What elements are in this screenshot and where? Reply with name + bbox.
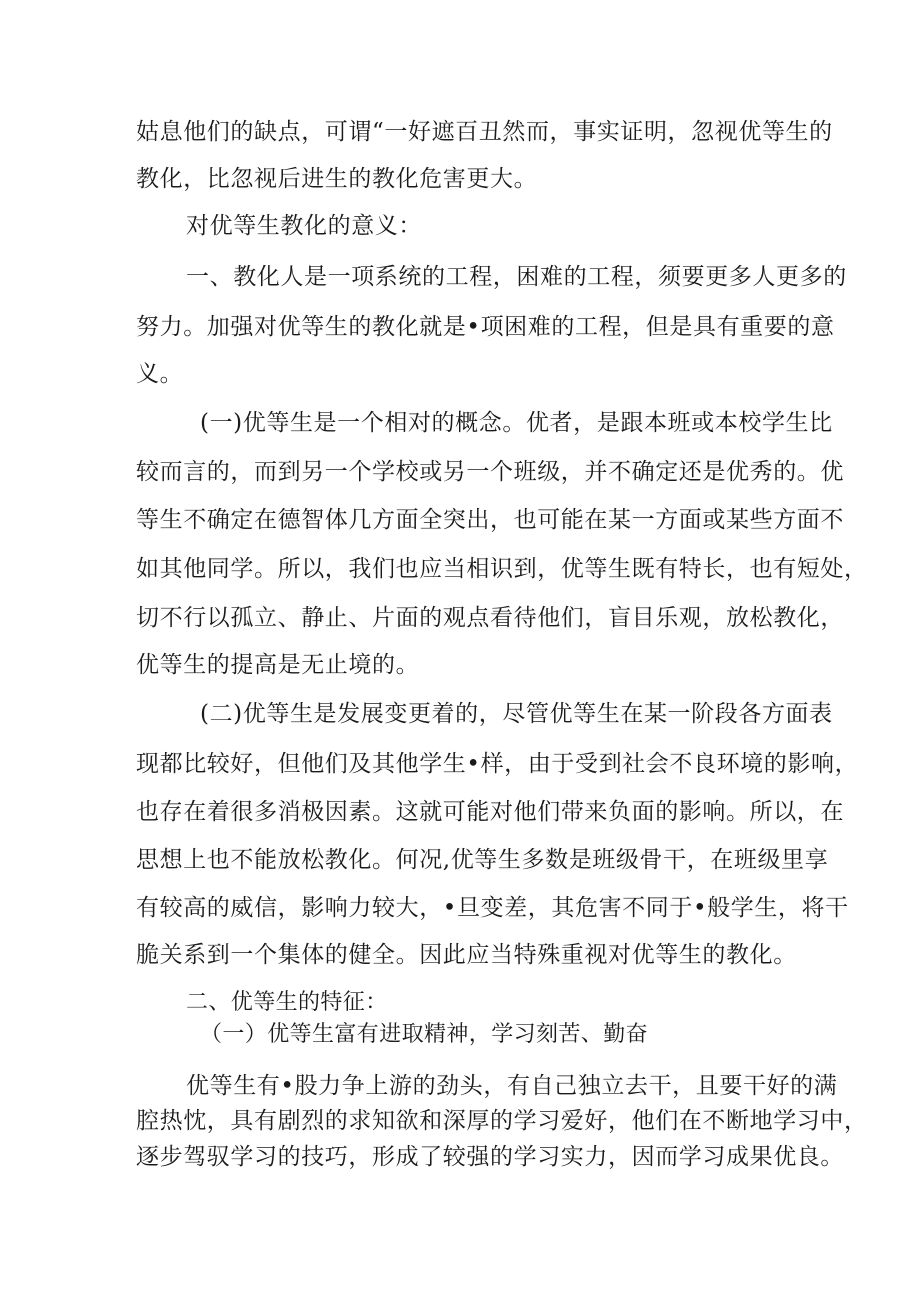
paragraph-line: 切不行以孤立、静止、片面的观点看待他们，盲目乐观，放松教化， (136, 605, 844, 631)
paragraph-line: (一)优等生是一个相对的概念。优者，是跟本班或本校学生比 (200, 410, 833, 436)
subsection-heading: （一）优等生富有进取精神，学习刻苦、勤奋 (200, 1022, 649, 1047)
paragraph-line: 有较高的威信，影响力较大，•旦变差，其危害不同于•般学生，将干 (136, 895, 849, 921)
paragraph-line: 也存在着很多消极因素。这就可能对他们带来负面的影响。所以，在 (136, 799, 844, 825)
section-heading: 对优等生教化的意义： (186, 213, 422, 239)
paragraph-line: 义。 (136, 361, 184, 387)
paragraph-line: 一、教化人是一项系统的工程，困难的工程，须要更多人更多的 (186, 264, 847, 290)
paragraph-line: 教化，比忽视后进生的教化危害更大。 (136, 166, 538, 192)
paragraph-line: 优等生的提高是无止境的。 (136, 652, 420, 678)
paragraph-line: 等生不确定在德智体几方面全突出，也可能在某一方面或某些方面不 (136, 507, 844, 533)
paragraph-line: 逐步驾驭学习的技巧，形成了较强的学习实力，因而学习成果优良。 (136, 1144, 844, 1170)
paragraph-line: 努力。加强对优等生的教化就是•项困难的工程，但是具有重要的意 (136, 314, 835, 340)
paragraph-line: 较而言的，而到另一个学校或另一个班级，并不确定还是优秀的。优 (136, 459, 844, 485)
paragraph-line: 现都比较好，但他们及其他学生•样，由于受到社会不良环境的影响， (136, 751, 859, 777)
paragraph-line: 腔热忱，具有剧烈的求知欲和深厚的学习爱好，他们在不断地学习中， (136, 1108, 868, 1134)
paragraph-line: 姑息他们的缺点，可谓“一好遮百丑然而，事实证明，忽视优等生的 (136, 119, 833, 145)
paragraph-line: 脆关系到一个集体的健全。因此应当特殊重视对优等生的教化。 (136, 942, 797, 968)
section-heading: 二、优等生的特征： (186, 990, 388, 1015)
paragraph-line: 思想上也不能放松教化。何况,优等生多数是班级骨干，在班级里享 (136, 847, 829, 873)
paragraph-line: 如其他同学。所以，我们也应当相识到，优等生既有特长，也有短处， (136, 556, 868, 582)
paragraph-line: (二)优等生是发展变更着的，尽管优等生在某一阶段各方面表 (200, 701, 833, 727)
paragraph-line: 优等生有•股力争上游的劲头，有自己独立去干，且要干好的满 (186, 1073, 838, 1099)
